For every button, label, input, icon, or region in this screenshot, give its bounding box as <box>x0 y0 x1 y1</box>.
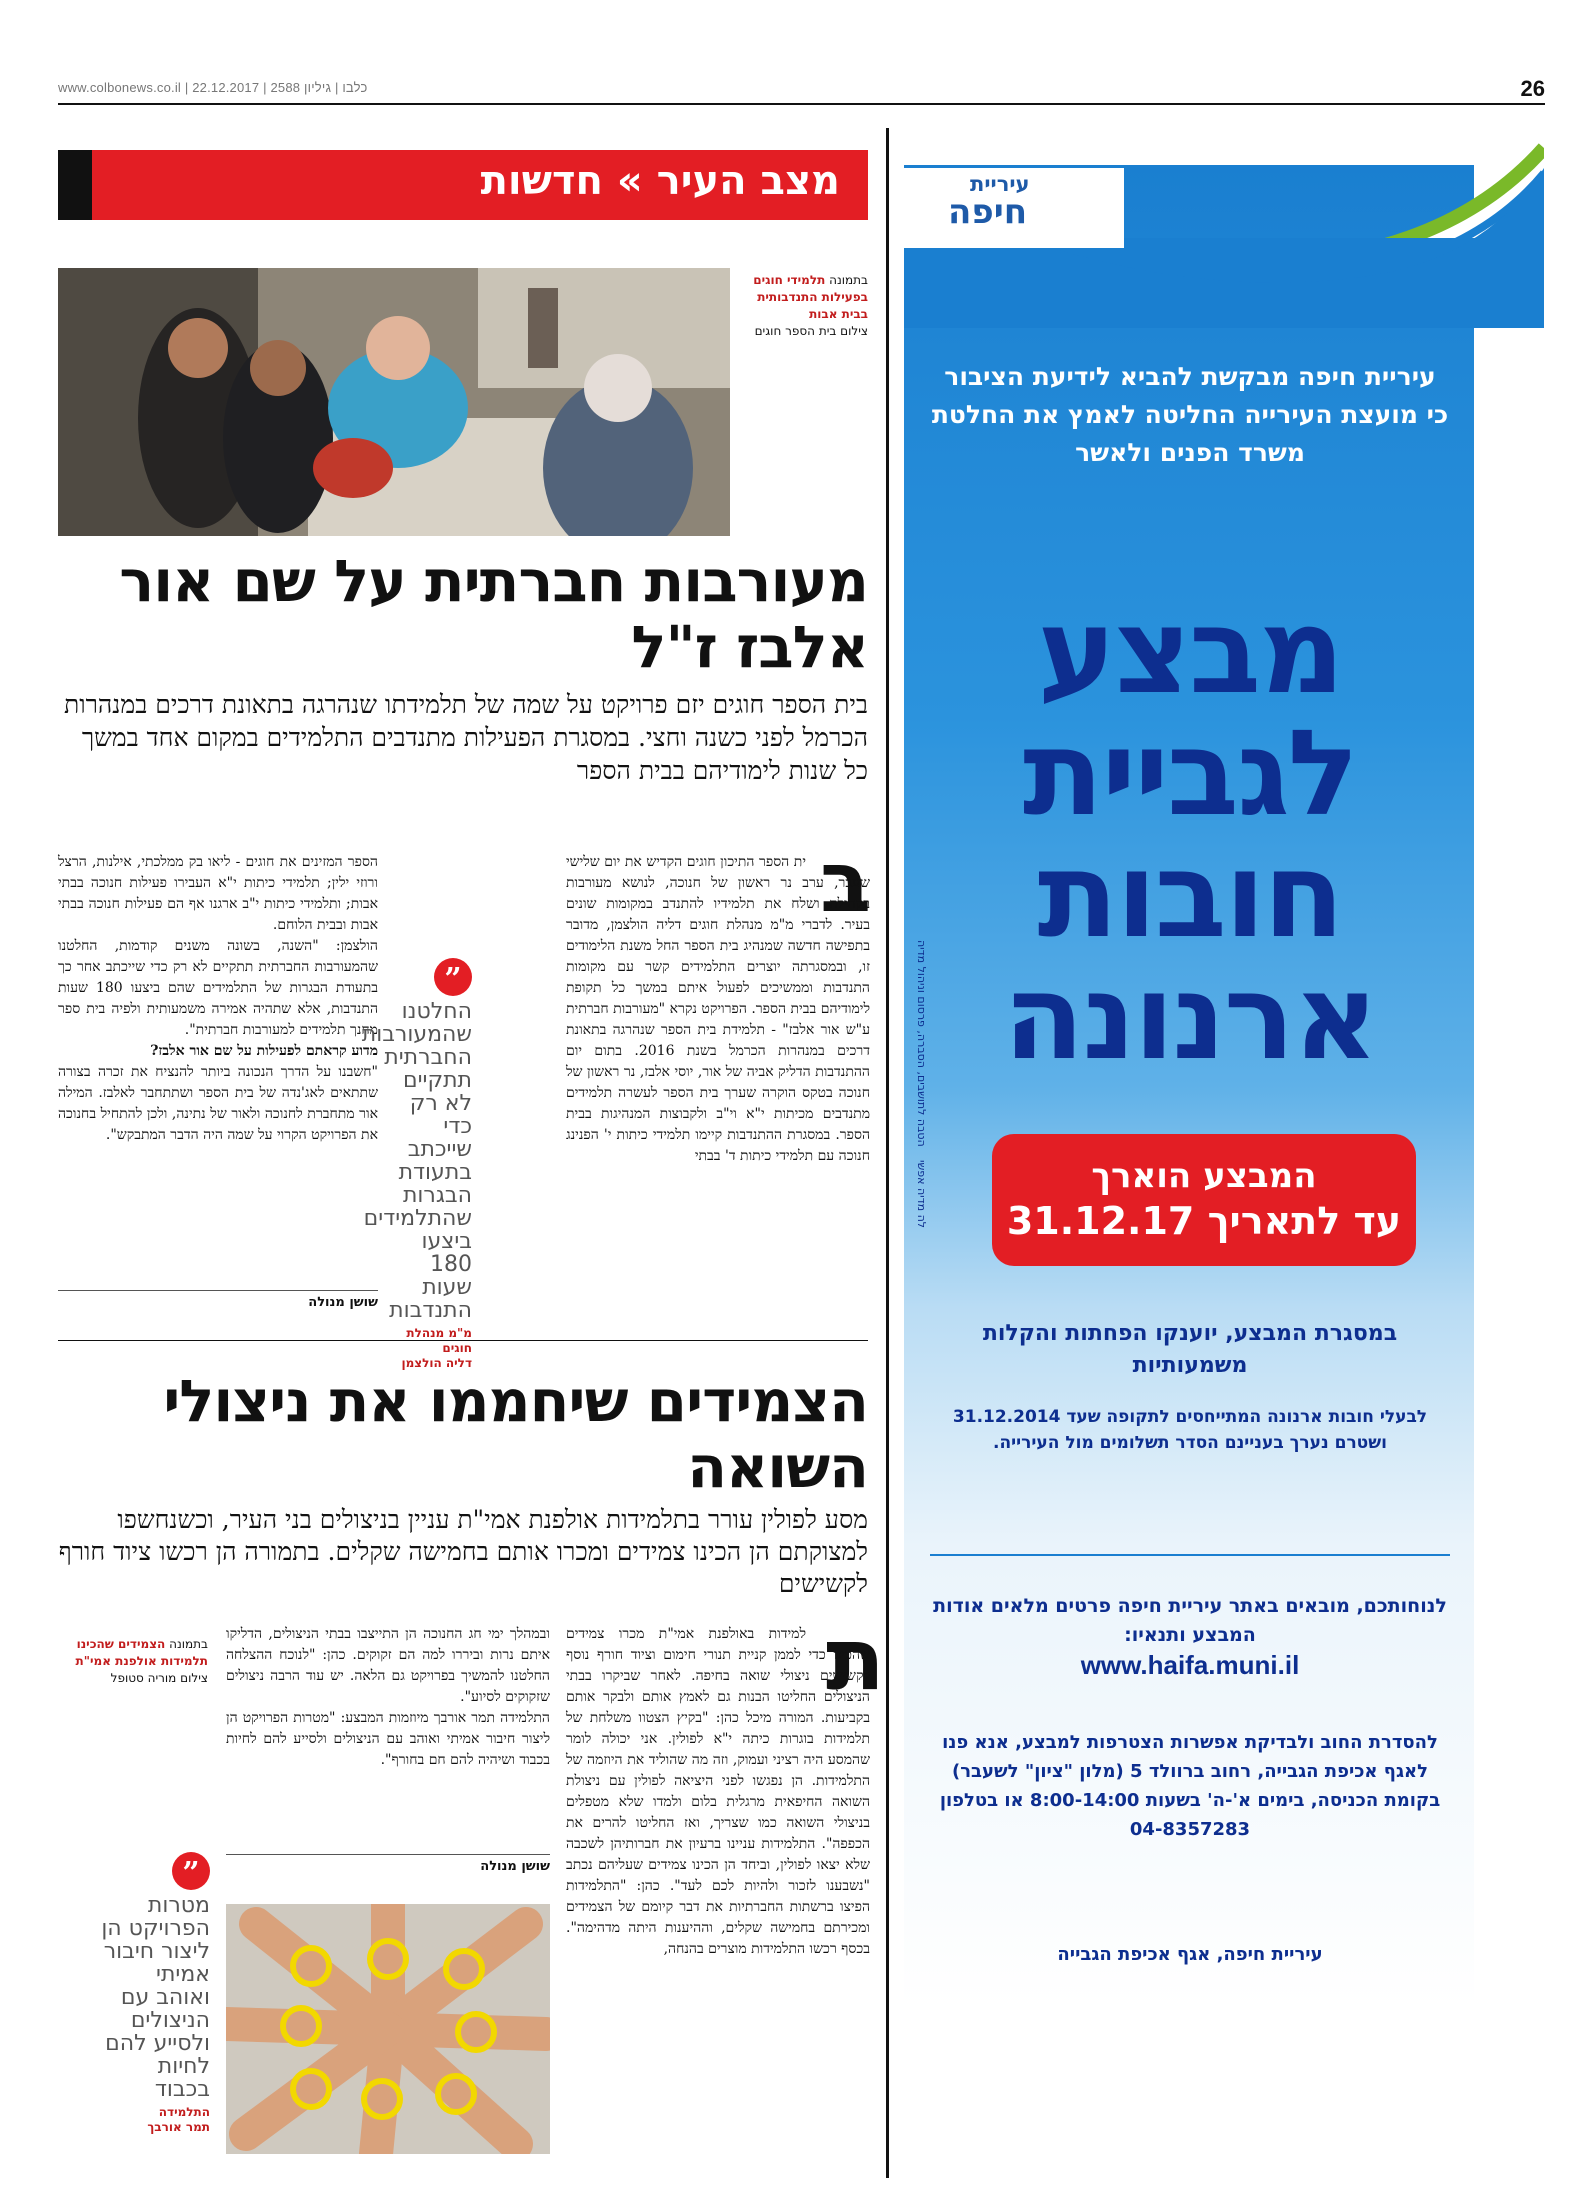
ad-info: לנוחותכם, מובאים באתר עיריית חיפה פרטים מלאים אודות המבצע ותנאיו: <box>933 1595 1447 1646</box>
section-title: מצב העיר » חדשות <box>480 158 840 204</box>
ad-signature: עיריית חיפה, אגף אכיפת הגבייה <box>1057 1944 1323 1965</box>
article-column <box>58 852 378 1146</box>
article-headline: הצמידים שיחממו את ניצולי השואה <box>163 1367 868 1501</box>
article-photo-volunteers <box>58 268 730 536</box>
paragraph: ובמהלך ימי חג החנוכה הן התייצבו בבתי הניצולים, הדליקו איתם נרות וביררו למה הם זקוקים. כהן: "לנוכח ההצלחה החלטנו להמשיך בפרויקט גם הלאה. יש עוד הרבה ניצולים שזקוקים לסיוע". <box>226 1626 550 1705</box>
section-header <box>58 150 868 220</box>
ad-deadline-box <box>992 1134 1416 1266</box>
top-divider <box>58 103 1545 105</box>
section-accent <box>58 150 92 220</box>
ad-side-text: הטבה לתושבים, הסברה, פרסום וניהול מדיה <box>915 940 928 1147</box>
photo-illustration <box>58 268 730 536</box>
article-separator <box>58 1340 868 1341</box>
quote-attribution: מ"מ מנהלת חוגים דליה הולצמן <box>401 1326 472 1370</box>
article-column <box>226 1624 550 1771</box>
ad-title: מבצע לגביית חובות ארנונה <box>1003 582 1377 1086</box>
paragraph: הספר המזינים את חוגים - ליאו בק ממלכתי, אילנות, הרצל ורוזי ילין; תלמידי כיתות י"א העבירו פעילות חנוכה בבתי אבות; ותלמידי כיתות י"ב ארגנו אף הם פעילות חנוכה בבתי אבות ובבית הלוחם. <box>58 854 378 933</box>
quote-icon: ” <box>434 958 472 996</box>
paragraph: "חשבנו על הדרך הנכונה ביותר להנציח את זכרה בצורה שתתאים לאג'נדה של בית הספר ושתתחבר לאלבז. המילה אור מתחברת לחנוכה ולאור של נתינה, ולכן להתחיל בחנוכה את הפרויקט הקרוי על שמה היה הדבר המתבקש". <box>58 1064 378 1143</box>
byline: שושן מנולה <box>58 1290 378 1310</box>
site-url: www.colbonews.co.il | כלבו | גיליון 2588 | 22.12.2017 <box>58 80 368 95</box>
deadline-date: עד לתאריך 31.12.17 <box>1006 1199 1402 1243</box>
article-headline: מעורבות חברתית על שם אור אלבז ז"ל <box>119 547 868 681</box>
photo-illustration <box>226 1904 550 2154</box>
pull-quote <box>361 958 472 1371</box>
drop-cap: ת <box>826 1610 885 1710</box>
ad-benefits: במסגרת המבצע, יוענקו הפחתות והקלות משמעותיות <box>982 1321 1398 1378</box>
ad-intro: עיריית חיפה מבקשת להביא לידיעת הציבור כי מועצת העירייה החליטה לאמץ את החלטת משרד הפנים ולאשר <box>931 362 1449 467</box>
quote-text: מטרות הפרויקט הן ליצור חיבור אמיתי ואוהב עם הניצולים ולסייע להם לחיות בכבוד <box>101 1893 210 2102</box>
drop-cap: ב <box>820 833 872 931</box>
article-lead: מסע לפולין עורר בתלמידות אולפנת אמי"ת עניין בניצולים בני העיר, וכשנחשפו למצוקתם הן הכינו צמידים ומכרו אותם בחמישה שקלים. בתמורה הן רכשו ציוד חורף לקשישים <box>58 1505 868 1598</box>
photo-credit: צילום בית הספר חוגים <box>754 324 868 338</box>
article-column: למידות באולפנת אמי"ת מכרו צמידים שהכינו כדי לממן קניית תנורי חימום וציוד חורף נוסף לקשישים ניצולי שואה בחיפה. לאחר שביקרו בבתי הניצולים החליטו הבנות גם לאמץ אותם ולבקר אותם בקביעות. המורה מיכל כהן: "בקיץ הצטוו משלחת של תלמידות בוגרות כיתה י"א לפולין. אני יכולה לומר שהמסע היה רציני ועמוק, וזה מה שהוליד את היוזמה של התלמידות. הן נפגשו לפני היציאה לפולין עם ניצולת השואה החיפאית מרגלית בלום ולמדו שלא מטפלים בניצולי השואה כמו שצריך, ואז החליטו להרים את הכפפה". התלמידות עניינו ברעיון את חברותיהן לשכבה שלא יצאו לפולין, וביחד הן הכינו צמידים שעליהם נכתב "נשבענו לזכור ולהיות לכם לעד". כהן: "התלמידות הפיצו ברשתות החברתיות את דבר קיומם של הצמידים ומכירתם בחמישה שקלים, וההיענות היתה מדהימה". בכסף רכשו התלמידות מוצרים בהנחה, <box>566 1626 870 1957</box>
photo-caption: בתמונה תלמידי חוגים בפעילות התנדבותית בבית אבות צילום בית הספר חוגים <box>753 273 868 338</box>
ad-eligibility: לבעלי חובות ארנונה המתייחסים לתקופה שעד 31.12.2014 ושטרם נערך בעניינם הסדר תשלומים מול העירייה. <box>952 1407 1428 1453</box>
ad-side-text: לה מדיה אפשי <box>915 1160 928 1229</box>
column-divider <box>886 128 889 2178</box>
deadline-line: המבצע הוארך <box>1091 1156 1317 1196</box>
subheading: מדוע קראתם לפעילות על שם אור אלבז? <box>150 1043 378 1059</box>
pull-quote <box>100 1852 210 2135</box>
issue-meta: | כלבו | גיליון 2588 | 22.12.2017 <box>184 80 368 95</box>
article-photo-bracelets <box>226 1904 550 2154</box>
photo-credit: צילום מוריה סטופל <box>110 1671 208 1685</box>
paragraph: התלמידה תמר אורבך מיוזמות המבצע: "מטרות הפרויקט הן ליצור חיבור אמיתי ואוהב עם הניצולים ולסייע להם לחיות בכבוד ושיהיה להם חם בחורף". <box>226 1710 550 1768</box>
page-number: 26 <box>1520 76 1545 101</box>
quote-attribution: התלמידה תמר אורבך <box>147 2105 210 2134</box>
article-column: ית הספר התיכון חוגים הקדיש את יום שלישי שעבר, ערב נר ראשון של חנוכה, לנושא מעורבות בקהילה ושלח את תלמידיו להתנדב במקומות שונים בעיר. לדברי מ"מ מנהלת חוגים דליה הולצמן, מדובר בתפישה חדשה שמנהיג בית הספר החל משנת הלימודים זו, ובמסגרתה יוצרים התלמידים קשר עם מקומות התנדבות וממשיכים לפעול איתם במשך כל תקופת לימודיהם בבית הספר. הפרויקט נקרא "מעורבות חברתית ע"ש אור אלבז" - תלמידת בית הספר שנהרגה בתאונת דרכים במנהרות הכרמל בשנת 2016. בתום יום ההתנדבות הדליק אביה של אור, יוסי אלבז, נר ראשון של חנוכה בטקס הוקרה שערך בית הספר לעשרה תלמידים מתנדבים מכיתות י"א וי"ב ולקבוצות המנהיגות בבית הספר. במסגרת ההתנדבות קיימו תלמידי כיתות י' הפנינג חנוכה עם תלמידי כיתות ד' בבתי <box>566 854 870 1164</box>
byline: שושן מנולה <box>226 1854 550 1874</box>
ad-divider <box>930 1554 1450 1556</box>
quote-text: החלטנו שהמעורבות החברתית תתקיים לא רק כדי שייכתב בתעודת הבגרות שהתלמידים ביצעו 180 שעות התנדבות <box>361 999 472 1323</box>
quote-icon: ” <box>172 1852 210 1890</box>
paragraph: הולצמן: "השנה, בשונה משנים קודמות, החלטנו שהמעורבות החברתית תתקיים לא רק כדי שייכתב אחר כך בתעודת הבגרות של התלמידים שהם ביצעו 180 שעות התנדבות, אלא שתהיה אמירה משמעותית ולפיה בית ספר מחנך תלמידים למעורבות חברתית". <box>58 938 378 1038</box>
photo-caption: בתמונה הצמידים שהכינו תלמידות אולפנת אמי"ת צילום מוריה סטופל <box>75 1637 208 1685</box>
ad-website-link[interactable]: www.haifa.muni.il <box>1080 1650 1300 1680</box>
article-lead: בית הספר חוגים יזם פרויקט על שמה של תלמידתו שנהרגה בתאונת דרכים במנהרות הכרמל לפני כשנה וחצי. במסגרת הפעילות מתנדבים התלמידים במקום אחד במשך כל שנות לימודיהם בבית הספר <box>63 690 868 785</box>
ad-contact: להסדרת החוב ולבדיקת אפשרות הצטרפות למבצע, אנא פנו לאגף אכיפת הגבייה, רחוב ברוולד 5 (מלון "ציון" לשעבר) בקומת הכניסה, בימים א'-ה' בשעות 8:00-14:00 או בטלפון 04-8357283 <box>939 1732 1441 1840</box>
ad-logo-text: חיפה <box>948 192 1028 232</box>
ad-logo-text: עיריית <box>970 172 1030 196</box>
